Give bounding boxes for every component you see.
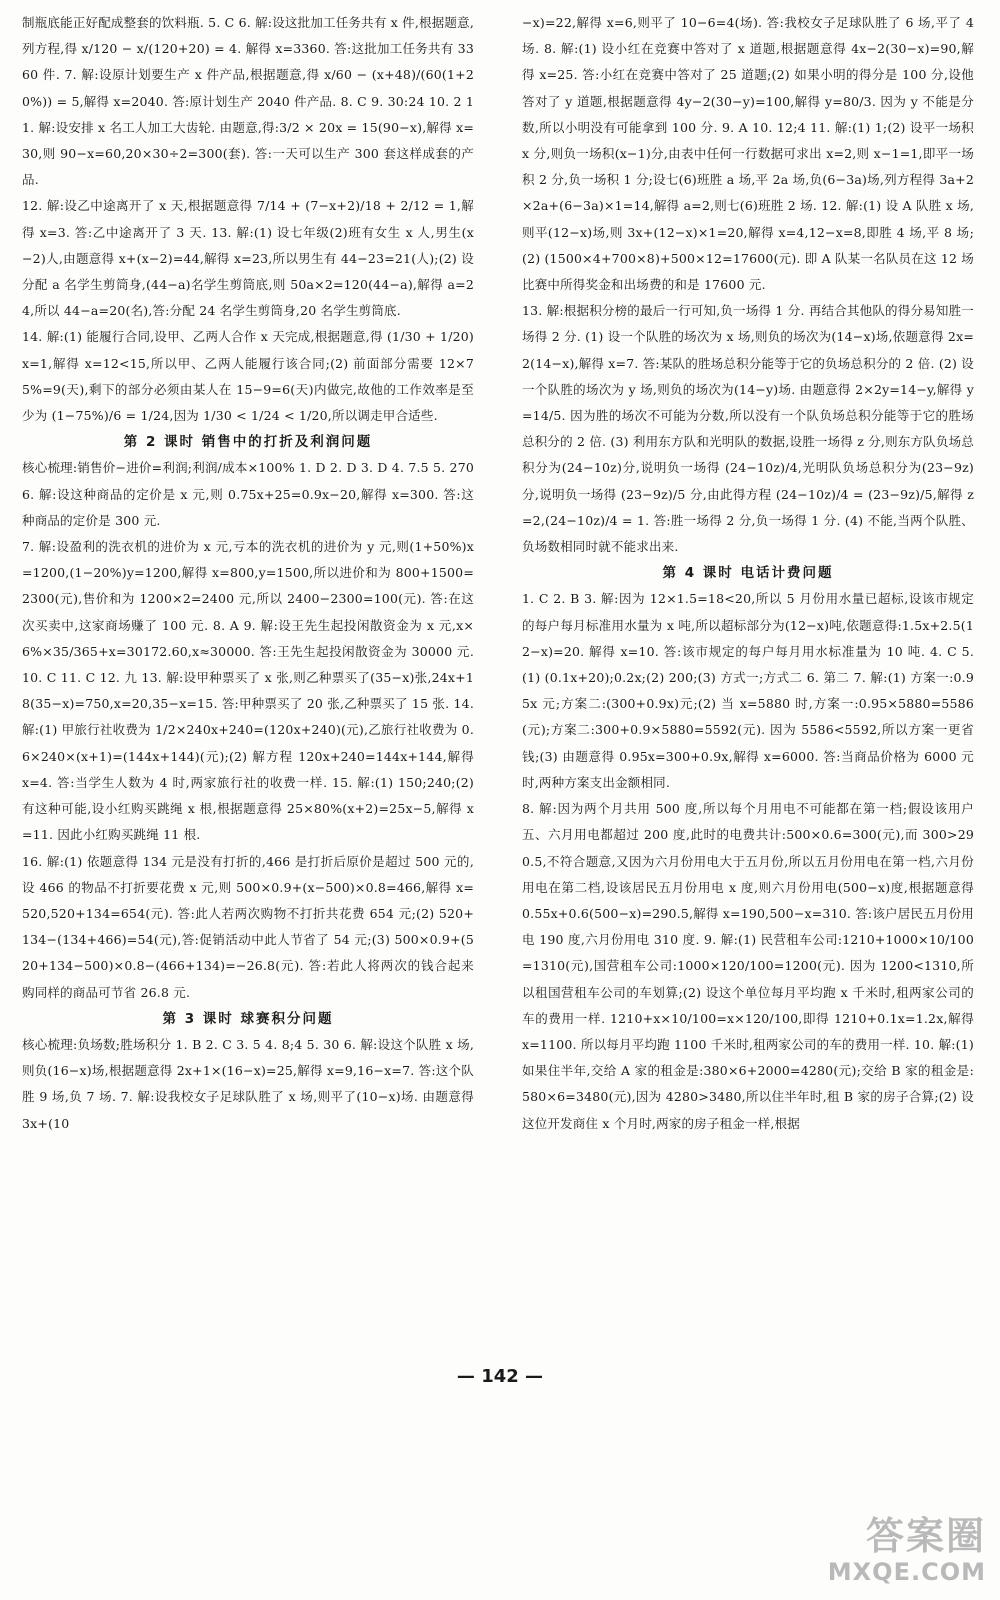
paragraph: 1. C 2. B 3. 解:因为 12×1.5=18<20,所以 5 月份用水量已超标,设该市规定的每户每月标准用水量为 x 吨,所以超标部分为(12−x)吨,依题意得:1.5x+2.5(12−x)=20. 解得 x=10. 答:该市规定的每户每月用水标准量为 10 吨. 4. C 5. (1) (0.1x+20);0.2x;(2) 200;(3) 方式一;方式二 6. 第二 7. 解:(1) 方案一:0.95x 元;方案二:(300+0.9x)元;(2) 当 x=5880 时,方案一:0.95×5880=5586(元);方案二:300+0.9×5880=5592(元). 因为 5586<5592,所以方案一更省钱;(3) 由题意得 0.95x=300+0.9x,解得 x=6000. 答:当商品价格为 6000 元时,两种方案支出金额相同. (522, 591, 974, 790)
paragraph: 8. 解:因为两个月共用 500 度,所以每个月用电不可能都在第一档;假设该用户五、六月用电都超过 200 度,此时的电费共计:500×0.6=300(元),而 300>290.5,不符合题意,又因为六月份用电大于五月份,所以五月份用电在第一档,六月份用电在第二档,设该居民五月份用电 x 度,则六月份用电(500−x)度,根据题意得 0.55x+0.6(500−x)=290.5,解得 x=190,500−x=310. 答:该户居民五月份用电 190 度,六月份用电 310 度. 9. 解:(1) 民营租车公司:1210+1000×10/100=1310(元),国营租车公司:1000×120/100=1200(元). 因为 1200<1310,所以租国营租车公司的车划算;(2) 设这个单位每月平均跑 x 千米时,租两家公司的车的费用一样. 1210+x×10/100=x×120/100,即得 1210+0.1x=1.2x,解得 x=1100. 所以每月平均跑 1100 千米时,租两家公司的车的费用一样. 10. 解:(1) 如果住半年,交给 A 家的租金是:380×6+2000=4280(元);交给 B 家的租金是:580×6=3480(元),因为 4280>3480,所以住半年时,租 B 家的房子合算;(2) 设这位开发商住 x 个月时,两家的房子租金一样,根据 (522, 801, 974, 1131)
right-column (522, 10, 974, 1137)
left-column (22, 10, 474, 1137)
paragraph: 16. 解:(1) 依题意得 134 元是没有打折的,466 是打折后原价是超过 500 元的,设 466 的物品不打折要花费 x 元,则 500×0.9+(x−500)×0.8=466,解得 x=520,520+134=654(元). 答:此人若两次购物不打折共花费 654 元;(2) 520+134−(134+466)=54(元),答:促销活动中此人节省了 54 元;(3) 500×0.9+(520+134−500)×0.8−(466+134)=−26.8(元). 答:若此人将两次的钱合起来购同样的商品可节省 26.8 元. (22, 853, 474, 1000)
watermark-en: MXQE.COM (827, 1558, 986, 1586)
paragraph: 14. 解:(1) 能履行合同,设甲、乙两人合作 x 天完成,根据题意,得 (1/30 + 1/20)x=1,解得 x=12<15,所以甲、乙两人能履行该合同;(2) 前面部分需要 12×75%=9(天),剩下的部分必须由某人在 15−9=6(天)内做完,故他的工作效率是至少为 (1−75%)/6 = 1/24,因为 1/30 < 1/24 < 1/20,所以调走甲合适些. (22, 329, 474, 424)
paragraph: 7. 解:设盈利的洗衣机的进价为 x 元,亏本的洗衣机的进价为 y 元,则(1+50%)x=1200,(1−20%)y=1200,解得 x=800,y=1500,所以进价和为 800+1500=2300(元),售价和为 1200×2=2400 元,所以 2400−2300=100(元). 答:在这次买卖中,这家商场赚了 100 元. 8. A 9. 解:设王先生起投闲散资金为 x 元,x×6%×35/365+x=30172.60,x≈30000. 答:王先生起投闲散资金为 30000 元. 10. C 11. C 12. 九 13. 解:设甲种票买了 x 张,则乙种票买了(35−x)张,24x+18(35−x)=750,x=20,35−x=15. 答:甲种票买了 20 张,乙种票买了 15 张. 14. 解:(1) 甲旅行社收费为 1/2×240x+240=(120x+240)(元),乙旅行社收费为 0.6×240×(x+1)=(144x+144)(元);(2) 解方程 120x+240=144x+144,解得 x=4. 答:当学生人数为 4 时,两家旅行社的收费一样. 15. 解:(1) 150;240;(2) 有这种可能,设小红购买跳绳 x 根,根据题意得 25×80%(x+2)=25x−5,解得 x=11. 因此小红购买跳绳 11 根. (22, 539, 474, 843)
page-number: — 142 — (456, 1366, 544, 1387)
paragraph: 制瓶底能正好配成整套的饮料瓶. 5. C 6. 解:设这批加工任务共有 x 件,根据题意,列方程,得 x/120 − x/(120+20) = 4. 解得 x=3360. 答:这批加工任务共有 3360 件. 7. 解:设原计划要生产 x 件产品,根据题意,得 x/60 − (x+48)/(60(1+20%)) = 5,解得 x=2040. 答:原计划生产 2040 件产品. 8. C 9. 30:24 10. 2 11. 解:设安排 x 名工人加工大齿轮. 由题意,得:3/2 × 20x = 15(90−x),解得 x=30,则 90−x=60,20×30÷2=300(套). 答:一天可以生产 300 套这样成套的产品. (22, 15, 474, 188)
watermark-cn: 答案圈 (865, 1514, 986, 1558)
paragraph: 12. 解:设乙中途离开了 x 天,根据题意得 7/14 + (7−x+2)/18 + 2/12 = 1,解得 x=3. 答:乙中途离开了 3 天. 13. 解:(1) 设七年级(2)班有女生 x 人,男生(x−2)人,由题意得 x+(x−2)=44,解得 x=23,所以男生有 44−23=21(人);(2) 设分配 a 名学生剪筒身,(44−a)名学生剪筒底,则 50a×2=120(44−a),解得 a=24,所以 44−a=20(名),答:分配 24 名学生剪筒身,20 名学生剪筒底. (22, 198, 474, 319)
paragraph: 13. 解:根据积分榜的最后一行可知,负一场得 1 分. 再结合其他队的得分易知胜一场得 2 分. (1) 设一个队胜的场次为 x 场,则负的场次为(14−x)场,依题意得 2x=2(14−x),解得 x=7. 答:某队的胜场总积分能等于它的负场总积分的 2 倍. (2) 设一个队胜的场次为 y 场,则负的场次为(14−y)场. 由题意得 2×2y=14−y,解得 y=14/5. 因为胜的场次不可能为分数,所以没有一个队负场总积分能等于它的胜场总积分的 2 倍. (3) 利用东方队和光明队的数据,设胜一场得 z 分,则东方队负场总积分为(24−10z)分,说明负一场得 (24−10z)/4,光明队负场总积分为(23−9z)分,说明负一场得 (23−9z)/5 分,由此得方程 (24−10z)/4 = (23−9z)/5,解得 z=2,(24−10z)/4 = 1. 答:胜一场得 2 分,负一场得 1 分. (4) 不能,当两个队胜、负场数相同时就不能求出来. (522, 303, 974, 555)
section-heading-lesson-2: 第 2 课时 销售中的打折及利润问题 (123, 434, 373, 451)
section-heading-lesson-4: 第 4 课时 电话计费问题 (662, 565, 834, 582)
section-heading-lesson-3: 第 3 课时 球赛积分问题 (162, 1010, 334, 1027)
page-number-value: 142 (481, 1366, 519, 1387)
paragraph: −x)=22,解得 x=6,则平了 10−6=4(场). 答:我校女子足球队胜了 6 场,平了 4 场. 8. 解:(1) 设小红在竞赛中答对了 x 道题,根据题意得 4x−2(30−x)=90,解得 x=25. 答:小红在竞赛中答对了 25 道题;(2) 如果小明的得分是 100 分,设他答对了 y 道题,根据题意得 4y−2(30−y)=100,解得 y=80/3. 因为 y 不能是分数,所以小明没有可能拿到 100 分. 9. A 10. 12;4 11. 解:(1) 1;(2) 设平一场积 x 分,则负一场积(x−1)分,由表中任何一行数据可求出 x=2,则 x−1=1,即平一场积 2 分,负一场积 1 分;设七(6)班胜 a 场,平 2a 场,负(6−3a)场,列方程得 3a+2×2a+(6−3a)×1=14,解得 a=2,则七(6)班胜 2 场. 12. 解:(1) 设 A 队胜 x 场,则平(12−x)场,则 3x+(12−x)×1=20,解得 x=4,12−x=8,即胜 4 场,平 8 场;(2) (1500×4+700×8)+500×12=17600(元). 即 A 队某一名队员在这 12 场比赛中所得奖金和出场费的和是 17600 元. (522, 15, 975, 293)
paragraph: 核心梳理:负场数;胜场积分 1. B 2. C 3. 5 4. 8;4 5. 30 6. 解:设这个队胜 x 场,则负(16−x)场,根据题意得 2x+1×(16−x)=25,解得 x=9,16−x=7. 答:这个队胜 9 场,负 7 场. 7. 解:设我校女子足球队胜了 x 场,则平了(10−x)场. 由题意得 3x+(10 (22, 1036, 475, 1131)
watermark-logo (801, 1514, 986, 1592)
paragraph: 核心梳理:销售价−进价=利润;利润/成本×100% 1. D 2. D 3. D 4. 7.5 5. 270 6. 解:设这种商品的定价是 x 元,则 0.75x+25=0.9x−20,解得 x=300. 答:这种商品的定价是 300 元. (22, 460, 474, 528)
